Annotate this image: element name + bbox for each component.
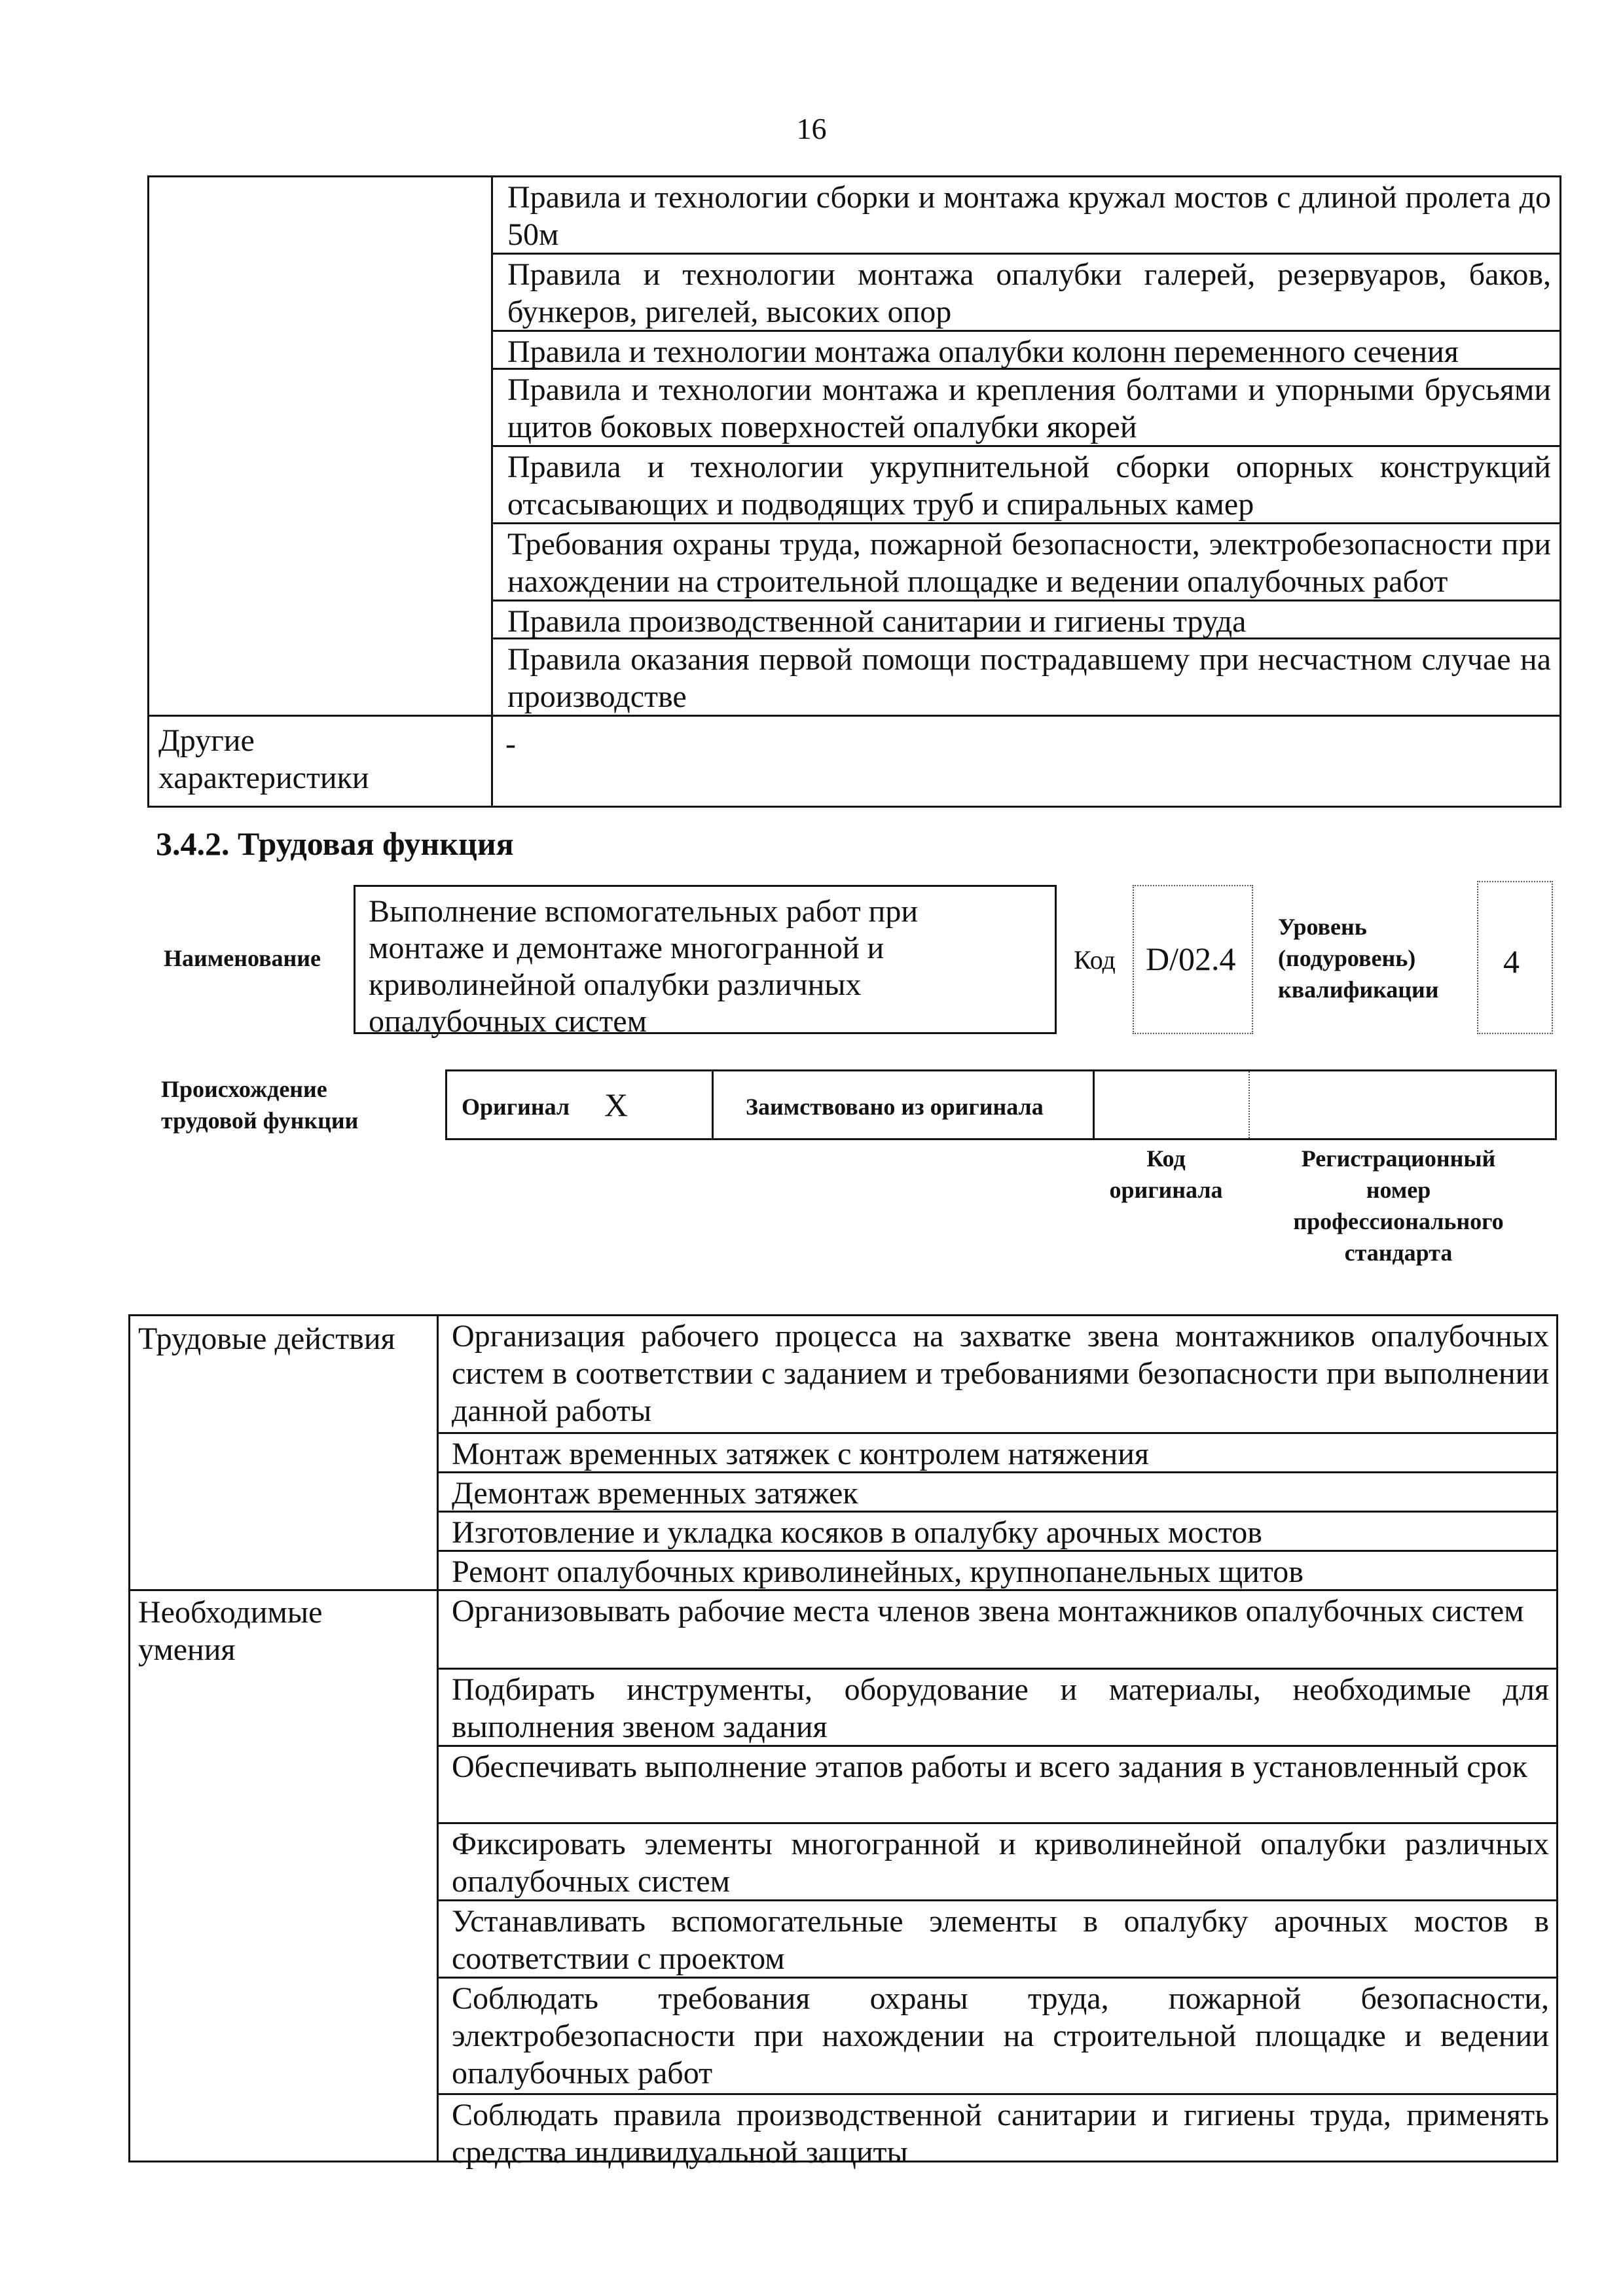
borrowed-label: Заимствовано из оригинала: [746, 1094, 1044, 1120]
table-row: Правила и технологии укрупнительной сборки опорных конструкций отсасывающих и подводящих труб и спиральных камер: [493, 447, 1561, 524]
knowledge-table: [147, 175, 1561, 808]
table-row: Соблюдать правила производственной санитарии и гигиены труда, применять средства индивидуальной защиты: [452, 2098, 1549, 2170]
table-row: Правила и технологии сборки и монтажа кружал мостов с длиной пролета до 50м: [493, 177, 1561, 255]
table-row: Организация рабочего процесса на захватке звена монтажников опалубочных систем в соответствии с заданием и требованиями безопасности при выполнении данной работы: [439, 1316, 1558, 1434]
table-row: Монтаж временных затяжек с контролем натяжения: [439, 1434, 1558, 1473]
name-label: Наименование: [164, 945, 321, 971]
table-row: Подбирать инструменты, оборудование и материалы, необходимые для выполнения звеном задания: [439, 1670, 1558, 1747]
table-row: Изготовление и укладка косяков в опалубку арочных мостов: [439, 1513, 1558, 1552]
origin-divider: [1093, 1071, 1095, 1138]
code-label: Код: [1074, 945, 1116, 975]
original-label: Оригинал: [462, 1094, 570, 1120]
table-row: Ремонт опалубочных криволинейных, крупнопанельных щитов: [439, 1552, 1558, 1591]
table-row: Устанавливать вспомогательные элементы в опалубку арочных мостов в соответствии с проектом: [439, 1901, 1558, 1979]
name-box: [354, 885, 1057, 1039]
table-row: Правила оказания первой помощи пострадавшему при несчастном случае на производстве: [507, 642, 1551, 714]
actions-label: Трудовые действия: [138, 1321, 395, 1356]
table-row: Правила и технологии монтажа и крепления болтами и упорными брусьями щитов боковых поверхностей опалубки якорей: [493, 370, 1561, 447]
page-number: 16: [796, 112, 827, 145]
code-of-original-caption: Код оригинала: [1109, 1145, 1223, 1203]
table-row: Требования охраны труда, пожарной безопасности, электробезопасности при нахождении на строительной площадке и ведении опалубочных работ: [493, 524, 1561, 601]
code-value: D/02.4: [1146, 941, 1236, 977]
table-rule: [149, 715, 1559, 717]
level-value: 4: [1503, 943, 1520, 980]
actions-skills-table: [128, 1314, 1558, 2170]
table-row: Фиксировать элементы многогранной и криволинейной опалубки различных опалубочных систем: [439, 1824, 1558, 1901]
table-row: Соблюдать требования охраны труда, пожарной безопасности, электробезопасности при нахождении на строительной площадке и ведении опалубочных работ: [439, 1979, 1558, 2095]
origin-divider: [1249, 1071, 1250, 1138]
table-rule: [130, 1589, 439, 1591]
table-row: Правила и технологии монтажа опалубки колонн переменного сечения: [493, 332, 1561, 370]
table-row: Обеспечивать выполнение этапов работы и всего задания в установленный срок: [439, 1747, 1558, 1824]
section-title: 3.4.2. Трудовая функция: [156, 825, 514, 862]
function-name: Выполнение вспомогательных работ при монтаже и демонтаже многогранной и криволинейной опалубки различных опалубочных систем: [369, 894, 919, 1039]
skills-label: Необходимые умения: [138, 1595, 323, 1667]
original-mark: X: [604, 1086, 629, 1123]
origin-divider: [712, 1071, 714, 1138]
registration-number-caption: Регистрационный номер профессионального стандарта: [1293, 1145, 1504, 1266]
other-characteristics-label: Другие характеристики: [158, 723, 369, 795]
table-row: Демонтаж временных затяжек: [439, 1473, 1558, 1513]
table-row: Правила производственной санитарии и гигиены труда: [493, 601, 1561, 639]
other-characteristics-value: -: [505, 726, 516, 761]
code-box: [1133, 885, 1253, 1034]
level-box: [1477, 881, 1553, 1034]
table-row: Правила и технологии монтажа опалубки галерей, резервуаров, баков, бункеров, ригелей, высоких опор: [493, 255, 1561, 332]
origin-box: [445, 1069, 1557, 1140]
level-label: Уровень (подуровень) квалификации: [1278, 914, 1439, 1003]
origin-label: Происхождение трудовой функции: [161, 1076, 359, 1134]
table-row: Организовывать рабочие места членов звена монтажников опалубочных систем: [439, 1591, 1558, 1670]
